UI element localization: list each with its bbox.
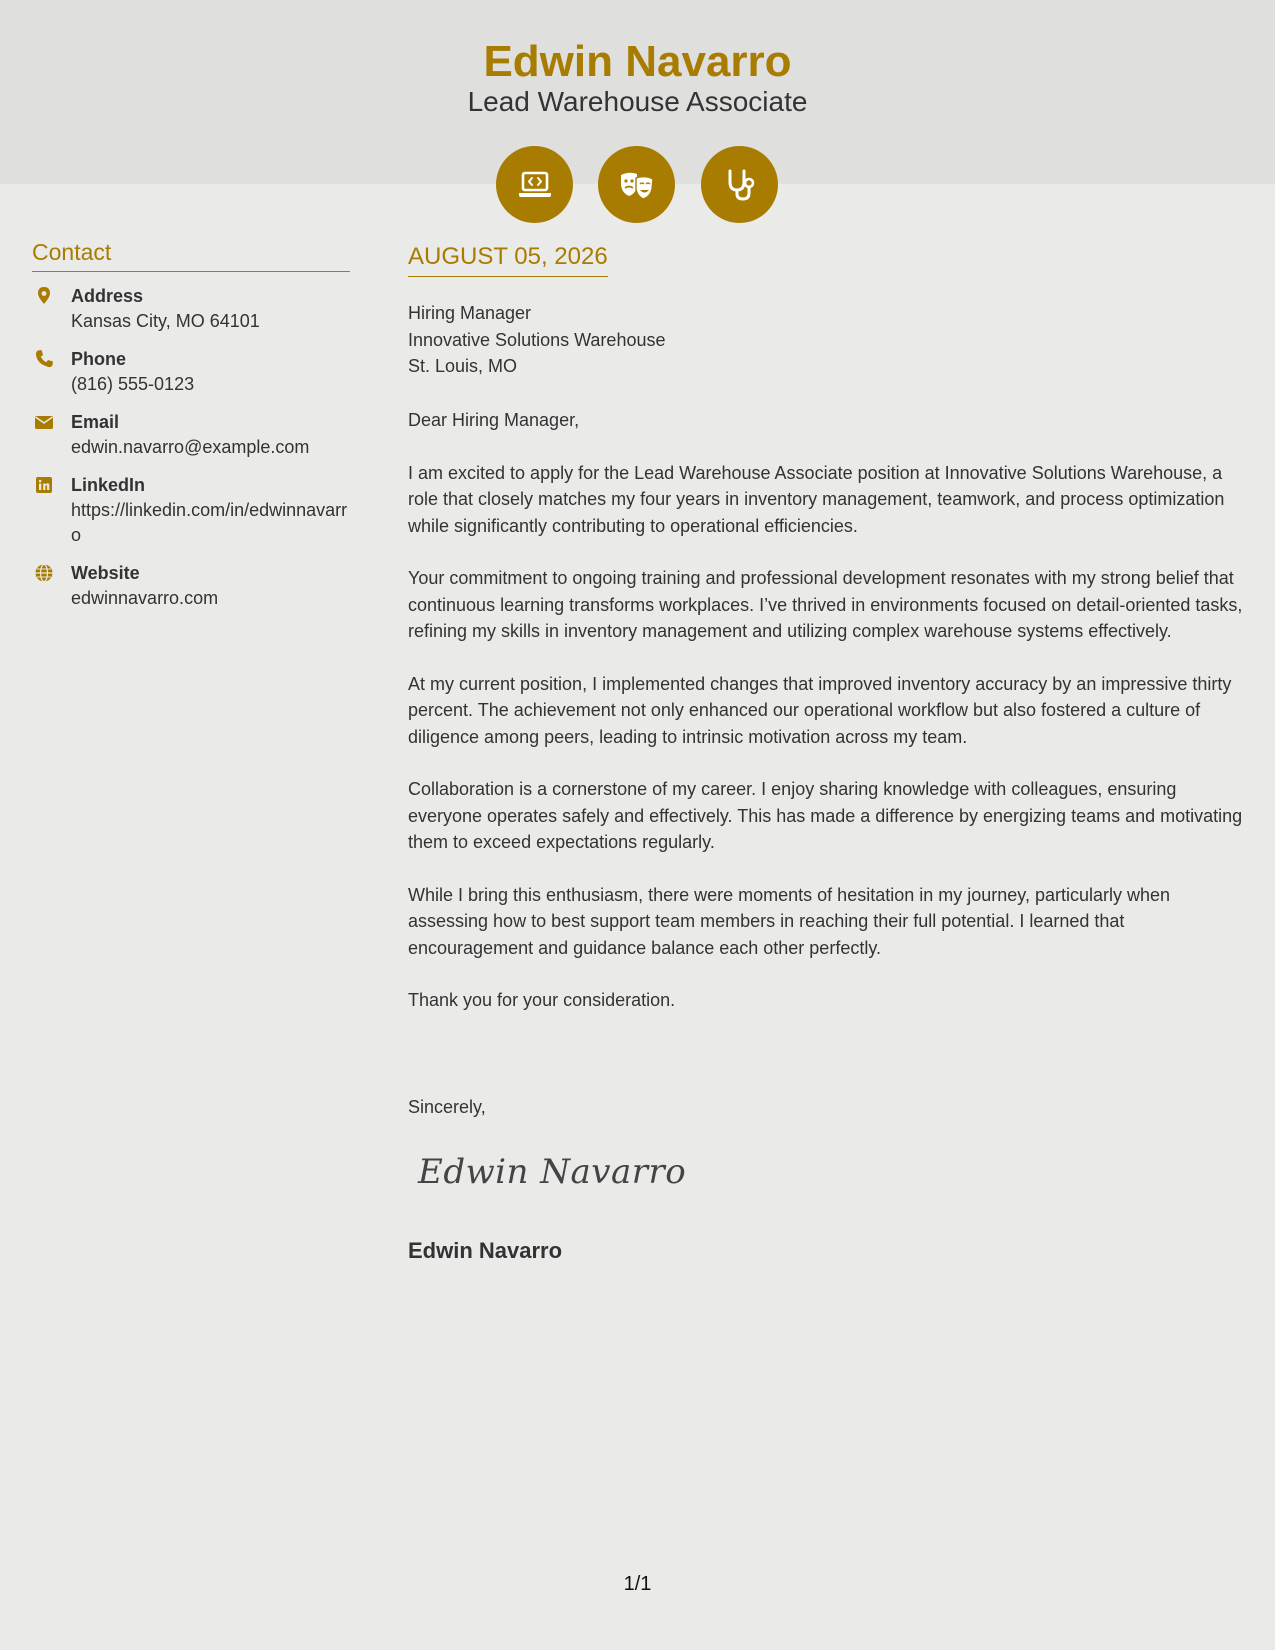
theater-masks-badge [598, 146, 675, 223]
signer-name: Edwin Navarro [408, 1238, 563, 1263]
letter-paragraph: Collaboration is a cornerstone of my career. I enjoy sharing knowledge with colleagues, ensuring everyone operates safely and effectively. This has made a difference by energizing teams and motivating them to exceed expectations regularly. [408, 779, 1243, 852]
contact-heading: Contact [32, 237, 350, 272]
theater-masks-icon [617, 165, 657, 205]
letter-paragraph: At my current position, I implemented changes that improved inventory accuracy by an impressive thirty percent. The achievement not only enhanced our operational workflow but also fostered a culture of diligence among peers, leading to intrinsic motivation across my team. [408, 673, 1232, 747]
contact-label: Website [71, 563, 140, 583]
map-pin-icon [34, 286, 54, 306]
globe-icon [34, 563, 54, 583]
phone-icon [34, 349, 54, 369]
stethoscope-icon [720, 165, 760, 205]
contact-value[interactable]: edwinnavarro.com [71, 588, 219, 608]
contact-label: Phone [71, 349, 127, 369]
stethoscope-badge [701, 146, 778, 223]
contact-label: Address [71, 286, 144, 306]
contact-value: (816) 555-0123 [71, 374, 195, 394]
letter-paragraph: Your commitment to ongoing training and professional development resonates with my strong belief that continuous learning transforms workplaces. I’ve thrived in environments focused on detail-oriented tasks, refining my skills in inventory management and utilizing complex warehouse systems effectively. [408, 568, 1243, 641]
linkedin-icon [34, 475, 54, 495]
signature: Edwin Navarro [418, 1152, 687, 1192]
job-title: Lead Warehouse Associate [467, 86, 808, 117]
contact-value[interactable]: edwin.navarro@example.com [71, 437, 310, 457]
recipient-company: Innovative Solutions Warehouse [408, 329, 666, 350]
letter-paragraph: Thank you for your consideration. [408, 990, 676, 1010]
contact-label: LinkedIn [71, 475, 146, 495]
candidate-name: Edwin Navarro [483, 37, 792, 86]
closing: Sincerely, [408, 1097, 486, 1117]
recipient-block [408, 300, 665, 380]
letter-paragraph: I am excited to apply for the Lead Warehouse Associate position at Innovative Solutions Warehouse, a role that closely matches my four years in inventory management, teamwork, and process optimization while significantly contributing to operational efficiencies. [408, 462, 1225, 536]
laptop-code-badge [496, 146, 573, 223]
letter-paragraph: While I bring this enthusiasm, there were moments of hesitation in my journey, particularly when assessing how to best support team members in reaching their full potential. I learned that encouragement and guidance balance each other perfectly. [408, 884, 1171, 958]
contact-value[interactable]: https://linkedin.com/in/edwinnavarro [71, 500, 348, 545]
salutation: Dear Hiring Manager, [408, 410, 580, 430]
contact-label: Email [71, 412, 120, 432]
laptop-code-icon [515, 165, 555, 205]
letter-date: AUGUST 05, 2026 [408, 241, 608, 277]
recipient-name: Hiring Manager [408, 303, 532, 323]
page-number: 1/1 [623, 1573, 652, 1595]
contact-value: Kansas City, MO 64101 [71, 311, 260, 331]
letter-body [408, 407, 1253, 1040]
envelope-icon [34, 412, 54, 432]
recipient-location: St. Louis, MO [408, 356, 518, 376]
